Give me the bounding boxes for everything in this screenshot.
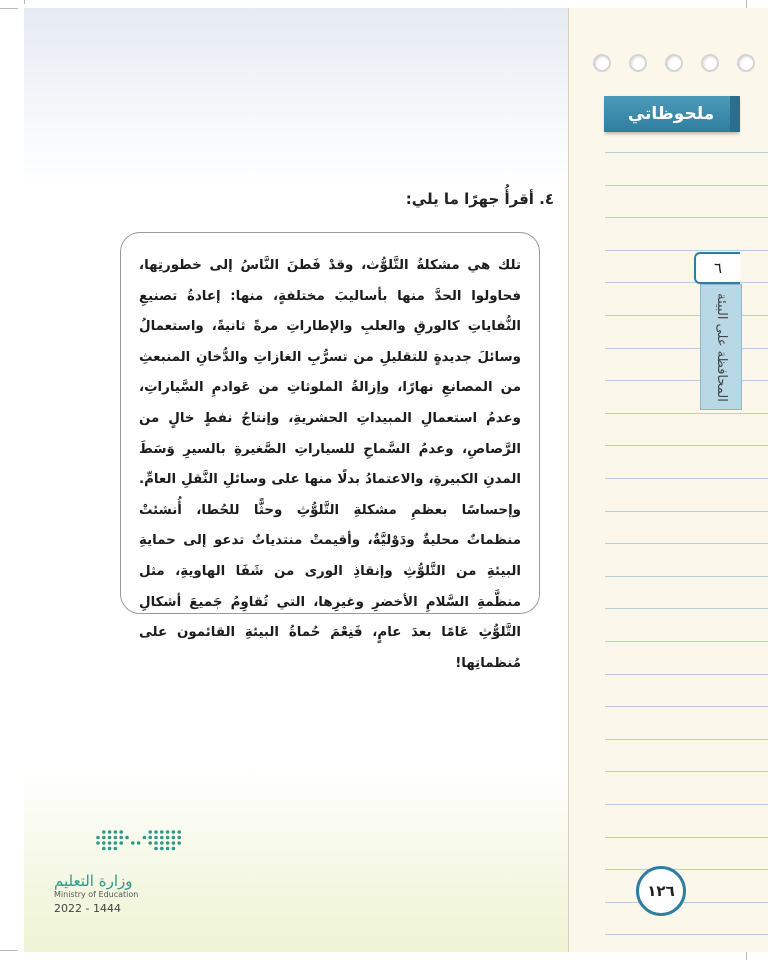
ruled-line: [605, 608, 768, 609]
ruled-line: [605, 445, 768, 446]
logo-dot: [108, 847, 112, 851]
notes-panel: [568, 8, 768, 952]
logo-dot: [154, 830, 158, 834]
ruled-line: [605, 250, 768, 251]
binder-hole: [701, 54, 719, 72]
ruled-line: [605, 152, 768, 153]
ministry-name-english: Ministry of Education: [54, 890, 139, 899]
crop-mark: [24, 0, 25, 4]
ruled-line: [605, 543, 768, 544]
edition-year: 2022 - 1444: [54, 902, 121, 915]
logo-dot: [154, 836, 158, 840]
binder-hole: [593, 54, 611, 72]
unit-tab: [700, 284, 742, 410]
logo-dot: [172, 841, 176, 845]
ruled-line: [605, 739, 768, 740]
notes-title-label: ملحوظاتي: [627, 104, 715, 124]
ruled-line: [605, 217, 768, 218]
logo-dot: [143, 836, 147, 840]
unit-number: ٦: [694, 252, 740, 284]
logo-dot: [177, 836, 181, 840]
ruled-line: [605, 576, 768, 577]
logo-dot: [119, 836, 123, 840]
logo-dot: [102, 847, 106, 851]
ruled-line: [605, 934, 768, 935]
crop-mark: [0, 8, 18, 9]
ruled-line: [605, 902, 768, 903]
logo-dot: [114, 847, 118, 851]
crop-mark: [0, 950, 18, 951]
logo-dot: [166, 836, 170, 840]
ruled-line: [605, 674, 768, 675]
logo-dot: [166, 830, 170, 834]
page-number: ١٢٦: [636, 866, 686, 916]
logo-dot: [166, 841, 170, 845]
logo-dot: [119, 830, 123, 834]
binder-hole: [737, 54, 755, 72]
logo-dot: [154, 841, 158, 845]
ruled-line: [605, 511, 768, 512]
exercise-heading: ٤. أقرأُ جهرًا ما يلي:: [405, 190, 554, 208]
ruled-line: [605, 315, 768, 316]
logo-dot: [160, 841, 164, 845]
logo-dot: [108, 836, 112, 840]
binder-hole: [629, 54, 647, 72]
unit-title: المحافظة على البيئة: [713, 292, 729, 402]
ruled-line: [605, 282, 768, 283]
logo-dot: [177, 830, 181, 834]
ruled-line: [605, 380, 768, 381]
logo-dot: [102, 830, 106, 834]
ruled-line: [605, 185, 768, 186]
logo-dot: [96, 841, 100, 845]
logo-dot: [108, 830, 112, 834]
logo-dot: [102, 841, 106, 845]
ministry-name-arabic: وزارة التعليم: [54, 872, 133, 890]
logo-dot: [160, 836, 164, 840]
logo-dot: [172, 836, 176, 840]
logo-dot: [125, 836, 129, 840]
logo-dot: [131, 841, 135, 845]
logo-dot: [177, 841, 181, 845]
logo-dot: [160, 830, 164, 834]
logo-dot: [102, 836, 106, 840]
ruled-line: [605, 641, 768, 642]
logo-dot: [148, 841, 152, 845]
logo-dot: [114, 830, 118, 834]
ruled-line: [605, 771, 768, 772]
passage-text: تلك هي مشكلةُ التَّلوُّث، وقدْ فَطنَ النَّاسُ إلى خطورتِها، فحاولوا الحدَّ منها بأساليبَ مختلفةٍ، منها: إعادةُ تصنيعِ النُّفاياتِ كالورقِ والعلبِ والإطاراتِ مرةً ثانيةً، واستعمالُ وسائلَ جديدةٍ للتقليلِ من تسرُّبِ الغازاتِ والدُّخانِ المنبعثِ من المصانعِ نهارًا، وإزالةُ الملوثاتِ من عَوادمِ السَّياراتِ، وعدمُ استعمالِ المبيداتِ الحشريةِ، وإنتاجُ نفطٍ خالٍ من الرَّصاصِ، وعدمُ السَّماحِ للسياراتِ الصَّغيرةِ بالسيرِ وَسَطَ المدنِ الكبيرةِ، والاعتمادُ بدلًا منها على وسائلِ النَّقلِ العامِّ. وإحساسًا بعظمِ مشكلةِ التَّلوُّثِ وحثًّا للحُطا، أُنشئتْ منظماتٌ محليةٌ ودَوْليَّةٌ، وأقيمتْ منتدياتٌ تدعو إلى حمايةِ البيئةِ من التَّلوُّثِ وإنقاذِ الورى من شَفَا الهاويةِ، مثل منظَّمةِ السَّلامِ الأخضرِ وغيرِها، التي تُقاوِمُ جَميعَ أشكالِ التَّلوُّثِ عَامًا بعدَ عامٍ، فَنِعْمَ حُماةُ البيئةِ القائمون على مُنظماتِها!: [139, 258, 521, 671]
logo-dot: [172, 847, 176, 851]
notes-title: [604, 96, 738, 132]
logo-dot: [154, 847, 158, 851]
ruled-line: [605, 413, 768, 414]
logo-dot: [119, 841, 123, 845]
logo-dot: [108, 841, 112, 845]
logo-dot: [137, 841, 141, 845]
passage-box: [120, 232, 540, 671]
logo-dot: [96, 836, 100, 840]
logo-dot: [114, 836, 118, 840]
ruled-line: [605, 869, 768, 870]
ruled-line: [605, 348, 768, 349]
binder-hole: [665, 54, 683, 72]
ruled-line: [605, 804, 768, 805]
ruled-line: [605, 478, 768, 479]
logo-dot: [148, 830, 152, 834]
ruled-line: [605, 837, 768, 838]
logo-dot: [166, 847, 170, 851]
logo-dot: [172, 830, 176, 834]
ministry-logo: [54, 826, 184, 866]
logo-dot: [148, 836, 152, 840]
logo-dot: [114, 841, 118, 845]
ruled-line: [605, 706, 768, 707]
logo-dot: [160, 847, 164, 851]
